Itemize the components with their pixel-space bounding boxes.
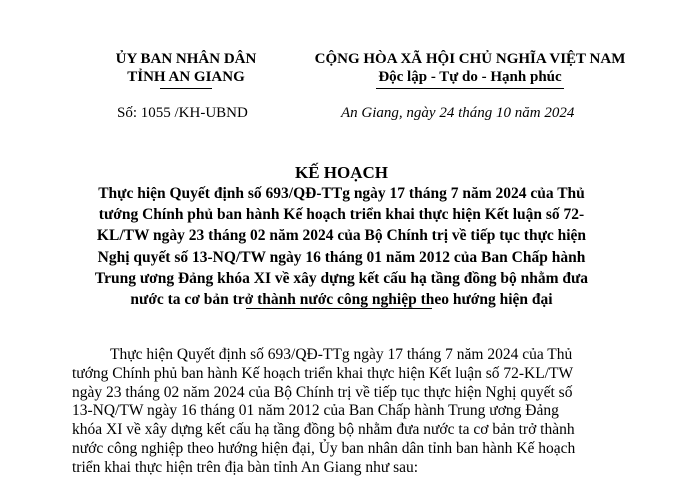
body-line: tướng Chính phủ ban hành Kế hoạch triển khai thực hiện Kết luận số 72-KL/TW: [72, 364, 574, 382]
issuing-authority-line2: TỈNH AN GIANG: [127, 69, 245, 85]
subtitle-line: Thực hiện Quyết định số 693/QĐ-TTg ngày 17 tháng 7 năm 2024 của Thủ: [98, 185, 585, 202]
national-motto: Độc lập - Tự do - Hạnh phúc: [378, 69, 562, 85]
subtitle-line: KL/TW ngày 23 tháng 02 năm 2024 của Bộ Chính trị về tiếp tục thực hiện: [96, 227, 587, 245]
body-line: triển khai thực hiện trên địa bàn tỉnh An Giang như sau:: [72, 458, 419, 476]
document-number: Số: 1055 /KH-UBND: [117, 105, 248, 121]
body-line: nước công nghiệp theo hướng hiện đại, Ủy ban nhân dân tỉnh ban hành Kế hoạch: [72, 439, 576, 457]
subtitle-line: tướng Chính phủ ban hành Kế hoạch triển khai thực hiện Kết luận số 72-: [98, 206, 585, 224]
subtitle-line: Nghị quyết số 13-NQ/TW ngày 16 tháng 01 năm 2012 của Ban Chấp hành: [97, 248, 586, 266]
body-line: ngày 23 tháng 02 năm 2024 của Bộ Chính trị về tiếp tục thực hiện Nghị quyết số: [72, 383, 573, 401]
document-title: KẾ HOẠCH: [294, 163, 389, 182]
subtitle-line: nước ta cơ bản trở thành nước công nghiệp theo hướng hiện đại: [130, 291, 553, 309]
body-line: Thực hiện Quyết định số 693/QĐ-TTg ngày 17 tháng 7 năm 2024 của Thủ: [110, 346, 573, 363]
national-title: CỘNG HÒA XÃ HỘI CHỦ NGHĨA VIỆT NAM: [314, 51, 626, 67]
body-line: 13-NQ/TW ngày 16 tháng 01 năm 2012 của Ban Chấp hành Trung ương Đảng: [72, 402, 559, 420]
body-paragraph: [72, 346, 632, 478]
document-subtitle: [40, 183, 643, 310]
issue-date: An Giang, ngày 24 tháng 10 năm 2024: [341, 105, 575, 121]
body-line: khóa XI về xây dựng kết cấu hạ tầng đồng bộ nhằm đưa nước ta cơ bản trở thành: [72, 421, 575, 439]
subtitle-divider: [246, 308, 432, 309]
left-header-underline: [160, 88, 212, 89]
right-header-underline: [376, 88, 564, 89]
issuing-authority-line1: ỦY BAN NHÂN DÂN: [115, 51, 257, 67]
subtitle-line: Trung ương Đảng khóa XI về xây dựng kết cấu hạ tầng đồng bộ nhằm đưa: [94, 269, 589, 287]
